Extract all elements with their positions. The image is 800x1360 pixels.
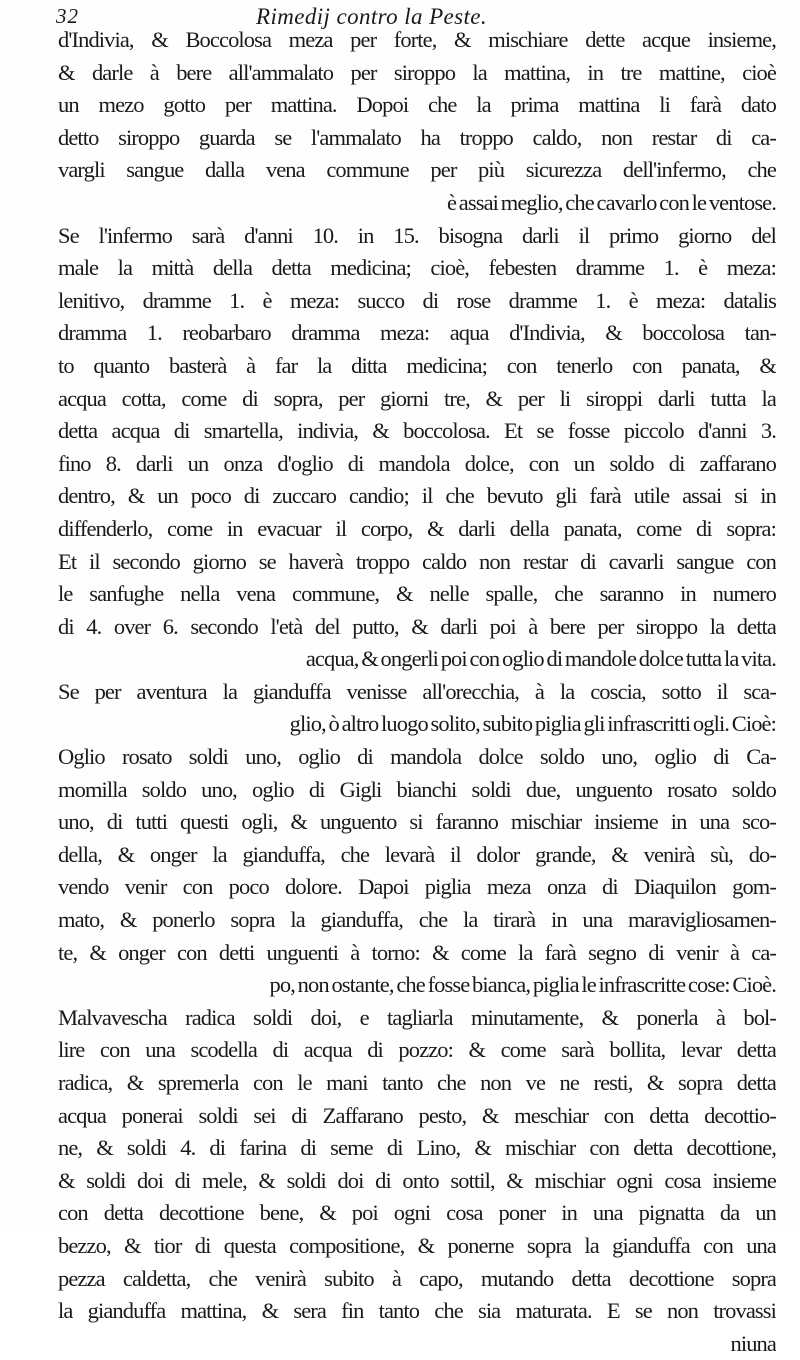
text-line: bezzo, & tior di questa compositione, & ponerne sopra la gianduffa con una — [58, 1232, 776, 1258]
text-line: fino 8. darli un onza d'oglio di mandola dolce, con un soldo di zaffarano — [58, 450, 776, 476]
text-line: glio, ò altro luogo solito, subito piglia gli infrascritti ogli. Cioè: — [289, 711, 776, 737]
text-line: radica, & spremerla con le mani tanto che non ve ne resti, & sopra detta — [58, 1070, 776, 1095]
text-line: vendo venir con poco dolore. Dapoi piglia meza onza di Diaquilon gom- — [58, 874, 776, 900]
text-line: male la mittà della detta medicina; cioè, febesten dramme 1. è meza: — [58, 255, 776, 281]
text-line: momilla soldo uno, oglio di Gigli bianchi soldi due, unguento rosato soldo — [58, 776, 776, 802]
running-head: Rimedij contro la Peste. — [256, 4, 488, 29]
text-line: d'Indivia, & Boccolosa meza per forte, & mischiare dette acque insieme, — [58, 27, 776, 52]
text-line: acqua cotta, come di sopra, per giorni tre, & per li siroppi darli tutta la — [58, 385, 776, 411]
text-line: vargli sangue dalla vena commune per più sicurezza dell'infermo, che — [58, 157, 776, 183]
text-line: Malvavescha radica soldi doi, e tagliarla minutamente, & ponerla à bol- — [58, 1004, 776, 1030]
text-line: Se l'infermo sarà d'anni 10. in 15. bisogna darli il primo giorno del — [58, 222, 776, 248]
text-line: po, non ostante, che fosse bianca, piglia le infrascritte cose: Cioè. — [269, 972, 776, 998]
text-line: acqua, & ongerli poi con oglio di mandole dolce tutta la vita. — [305, 646, 776, 672]
text-line: acqua ponerai soldi sei di Zaffarano pesto, & meschiar con detta decottio- — [58, 1102, 776, 1128]
text-line: Oglio rosato soldi uno, oglio di mandola dolce soldo uno, oglio di Ca- — [58, 744, 776, 770]
catchword: niuna — [730, 1330, 776, 1356]
text-line: della, & onger la gianduffa, che levarà il dolor grande, & venirà sù, do- — [58, 841, 776, 867]
text-line: mato, & ponerlo sopra la gianduffa, che la tirarà in una maravigliosamen- — [58, 907, 776, 933]
text-line: lire con una scodella di acqua di pozzo: & come sarà bollita, levar detta — [58, 1037, 776, 1063]
text-line: pezza caldetta, che venirà subito à capo, mutando detta decottione sopra — [58, 1265, 776, 1291]
text-line: Se per aventura la gianduffa venisse all'orecchia, à la coscia, sotto il sca- — [58, 678, 776, 704]
text-line: to quanto basterà à far la ditta medicina; con tenerlo con panata, & — [58, 352, 776, 378]
text-line: un mezo gotto per mattina. Dopoi che la prima mattina li farà dato — [58, 92, 776, 118]
text-line: uno, di tutti questi ogli, & unguento si faranno mischiar insieme in una sco- — [58, 809, 776, 835]
text-line: detto siroppo guarda se l'ammalato ha troppo caldo, non restar di ca- — [58, 124, 776, 150]
text-line: detta acqua di smartella, indivia, & boccolosa. Et se fosse piccolo d'anni 3. — [58, 418, 776, 444]
text-line: lenitivo, dramme 1. è meza: succo di rose dramme 1. è meza: datalis — [58, 287, 776, 313]
text-line: la gianduffa mattina, & sera fin tanto che sia maturata. E se non trovassi — [58, 1298, 776, 1324]
text-line: è assai meglio, che cavarlo con le ventose. — [446, 189, 776, 215]
page-number: 32 — [56, 4, 79, 28]
text-line: diffenderlo, come in evacuar il corpo, & darli della panata, come di sopra: — [58, 515, 776, 541]
text-line: Et il secondo giorno se haverà troppo caldo non restar di cavarli sangue con — [58, 548, 776, 574]
text-line: di 4. over 6. secondo l'età del putto, & darli poi à bere per siroppo la detta — [58, 613, 776, 639]
text-line: le sanfughe nella vena commune, & nelle spalle, che saranno in numero — [58, 581, 776, 607]
text-line: & soldi doi di mele, & soldi doi di onto sottil, & mischiar ogni cosa insieme — [58, 1167, 776, 1193]
text-line: te, & onger con detti unguenti à torno: & come la farà segno di venir à ca- — [58, 939, 776, 965]
text-line: con detta decottione bene, & poi ogni cosa poner in una pignatta da un — [58, 1200, 776, 1226]
body-text — [58, 24, 776, 1356]
text-line: ne, & soldi 4. di farina di seme di Lino, & mischiar con detta decottione, — [58, 1135, 776, 1161]
text-line: dramma 1. reobarbaro dramma meza: aqua d'Indivia, & boccolosa tan- — [58, 320, 776, 346]
text-line: & darle à bere all'ammalato per siroppo la mattina, in tre mattine, cioè — [58, 59, 776, 85]
text-line: dentro, & un poco di zuccaro candio; il che bevuto gli farà utile assai si in — [58, 483, 776, 509]
